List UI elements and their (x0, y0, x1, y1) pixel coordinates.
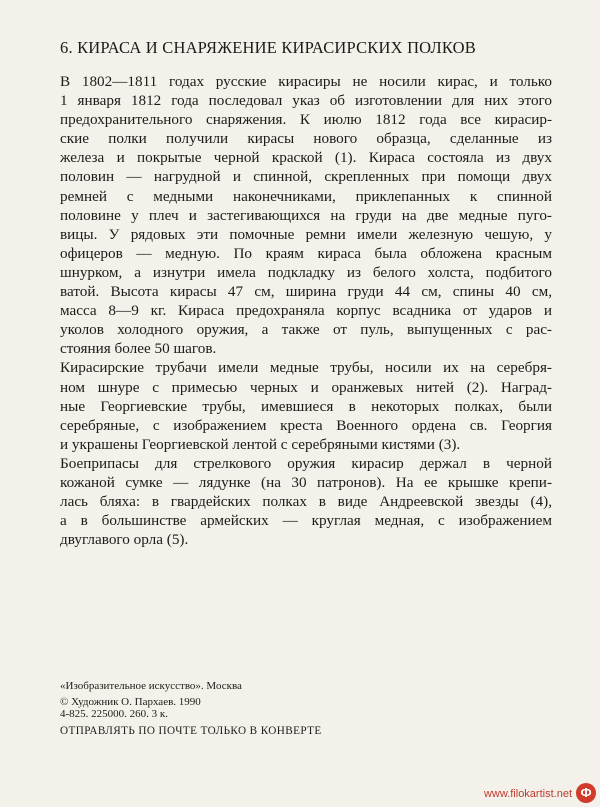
body-line: В 1802—1811 годах русские кирасиры не носили кирас, и только (60, 73, 552, 90)
body-line: кожаной сумке — лядунке (на 30 патронов). На ее крышке крепи- (60, 473, 552, 491)
copyright-line: © Художник О. Пархаев. 1990 (60, 695, 201, 708)
body-line: 1 января 1812 года последовал указ об изготовлении для них этого (60, 92, 552, 110)
body-line: Кирасирские трубачи имели медные трубы, носили их на серебря- (60, 359, 552, 377)
body-text (60, 72, 552, 549)
body-line: шнурком, а изнутри имела подкладку из белого холста, подбитого (60, 263, 552, 281)
body-line: половине у плеч и застегивающихся на груди на две медные пуго- (60, 206, 552, 224)
body-line: ватой. Высота кирасы 47 см, ширина груди 44 см, спины 40 см, (60, 283, 552, 301)
body-line: ские полки получили кирасы нового образца, сделанные из (60, 130, 552, 148)
page-title: 6. КИРАСА И СНАРЯЖЕНИЕ КИРАСИРСКИХ ПОЛКОВ (60, 38, 476, 57)
mailing-notice: ОТПРАВЛЯТЬ ПО ПОЧТЕ ТОЛЬКО В КОНВЕРТЕ (60, 725, 322, 737)
publisher-line: «Изобразительное искусство». Москва (60, 680, 242, 692)
body-line: железа и покрытые черной краской (1). Кираса состояла из двух (60, 149, 552, 167)
body-line: серебряные, с изображением креста Военного ордена св. Георгия (60, 416, 552, 434)
body-line: половин — нагрудной и спинной, скрепленных при помощи двух (60, 168, 552, 186)
body-line: Боеприпасы для стрелкового оружия кирасир держал в черной (60, 454, 552, 472)
filokartist-logo-icon: Ф (576, 783, 596, 803)
body-line: стояния более 50 шагов. (60, 340, 217, 358)
body-line: вицы. У рядовых эти помочные ремни имели железную чешую, у (60, 225, 552, 243)
body-line: предохранительного снаряжения. К июлю 1812 года все кирасир- (60, 111, 552, 129)
body-line: двуглавого орла (5). (60, 531, 189, 549)
body-line: ном шнуре с примесью черных и оранжевых нитей (2). Наград- (60, 378, 552, 396)
body-line: и украшены Георгиевской лентой с серебряными кистями (3). (60, 435, 461, 453)
body-line: лась бляха: в гвардейских полках в виде Андреевской звезды (4), (60, 493, 552, 511)
body-line: а в большинстве армейских — круглая медная, с изображением (60, 512, 552, 530)
print-info-line: 4-825. 225000. 260. 3 к. (60, 708, 169, 721)
body-line: масса 8—9 кг. Кираса предохраняла корпус всадника от ударов и (60, 302, 552, 320)
body-line: офицеров — медную. По краям кираса была обложена красным (60, 244, 552, 262)
body-line: ные Георгиевские трубы, имевшиеся в некоторых полках, были (60, 397, 552, 415)
body-line: уколов холодного оружия, а также от пуль, выпущенных с рас- (60, 321, 552, 339)
imprint (60, 680, 460, 721)
watermark-link[interactable]: www.filokartist.net (483, 788, 572, 800)
body-line: ремней с медными наконечниками, приклепанных к спинной (60, 187, 552, 205)
